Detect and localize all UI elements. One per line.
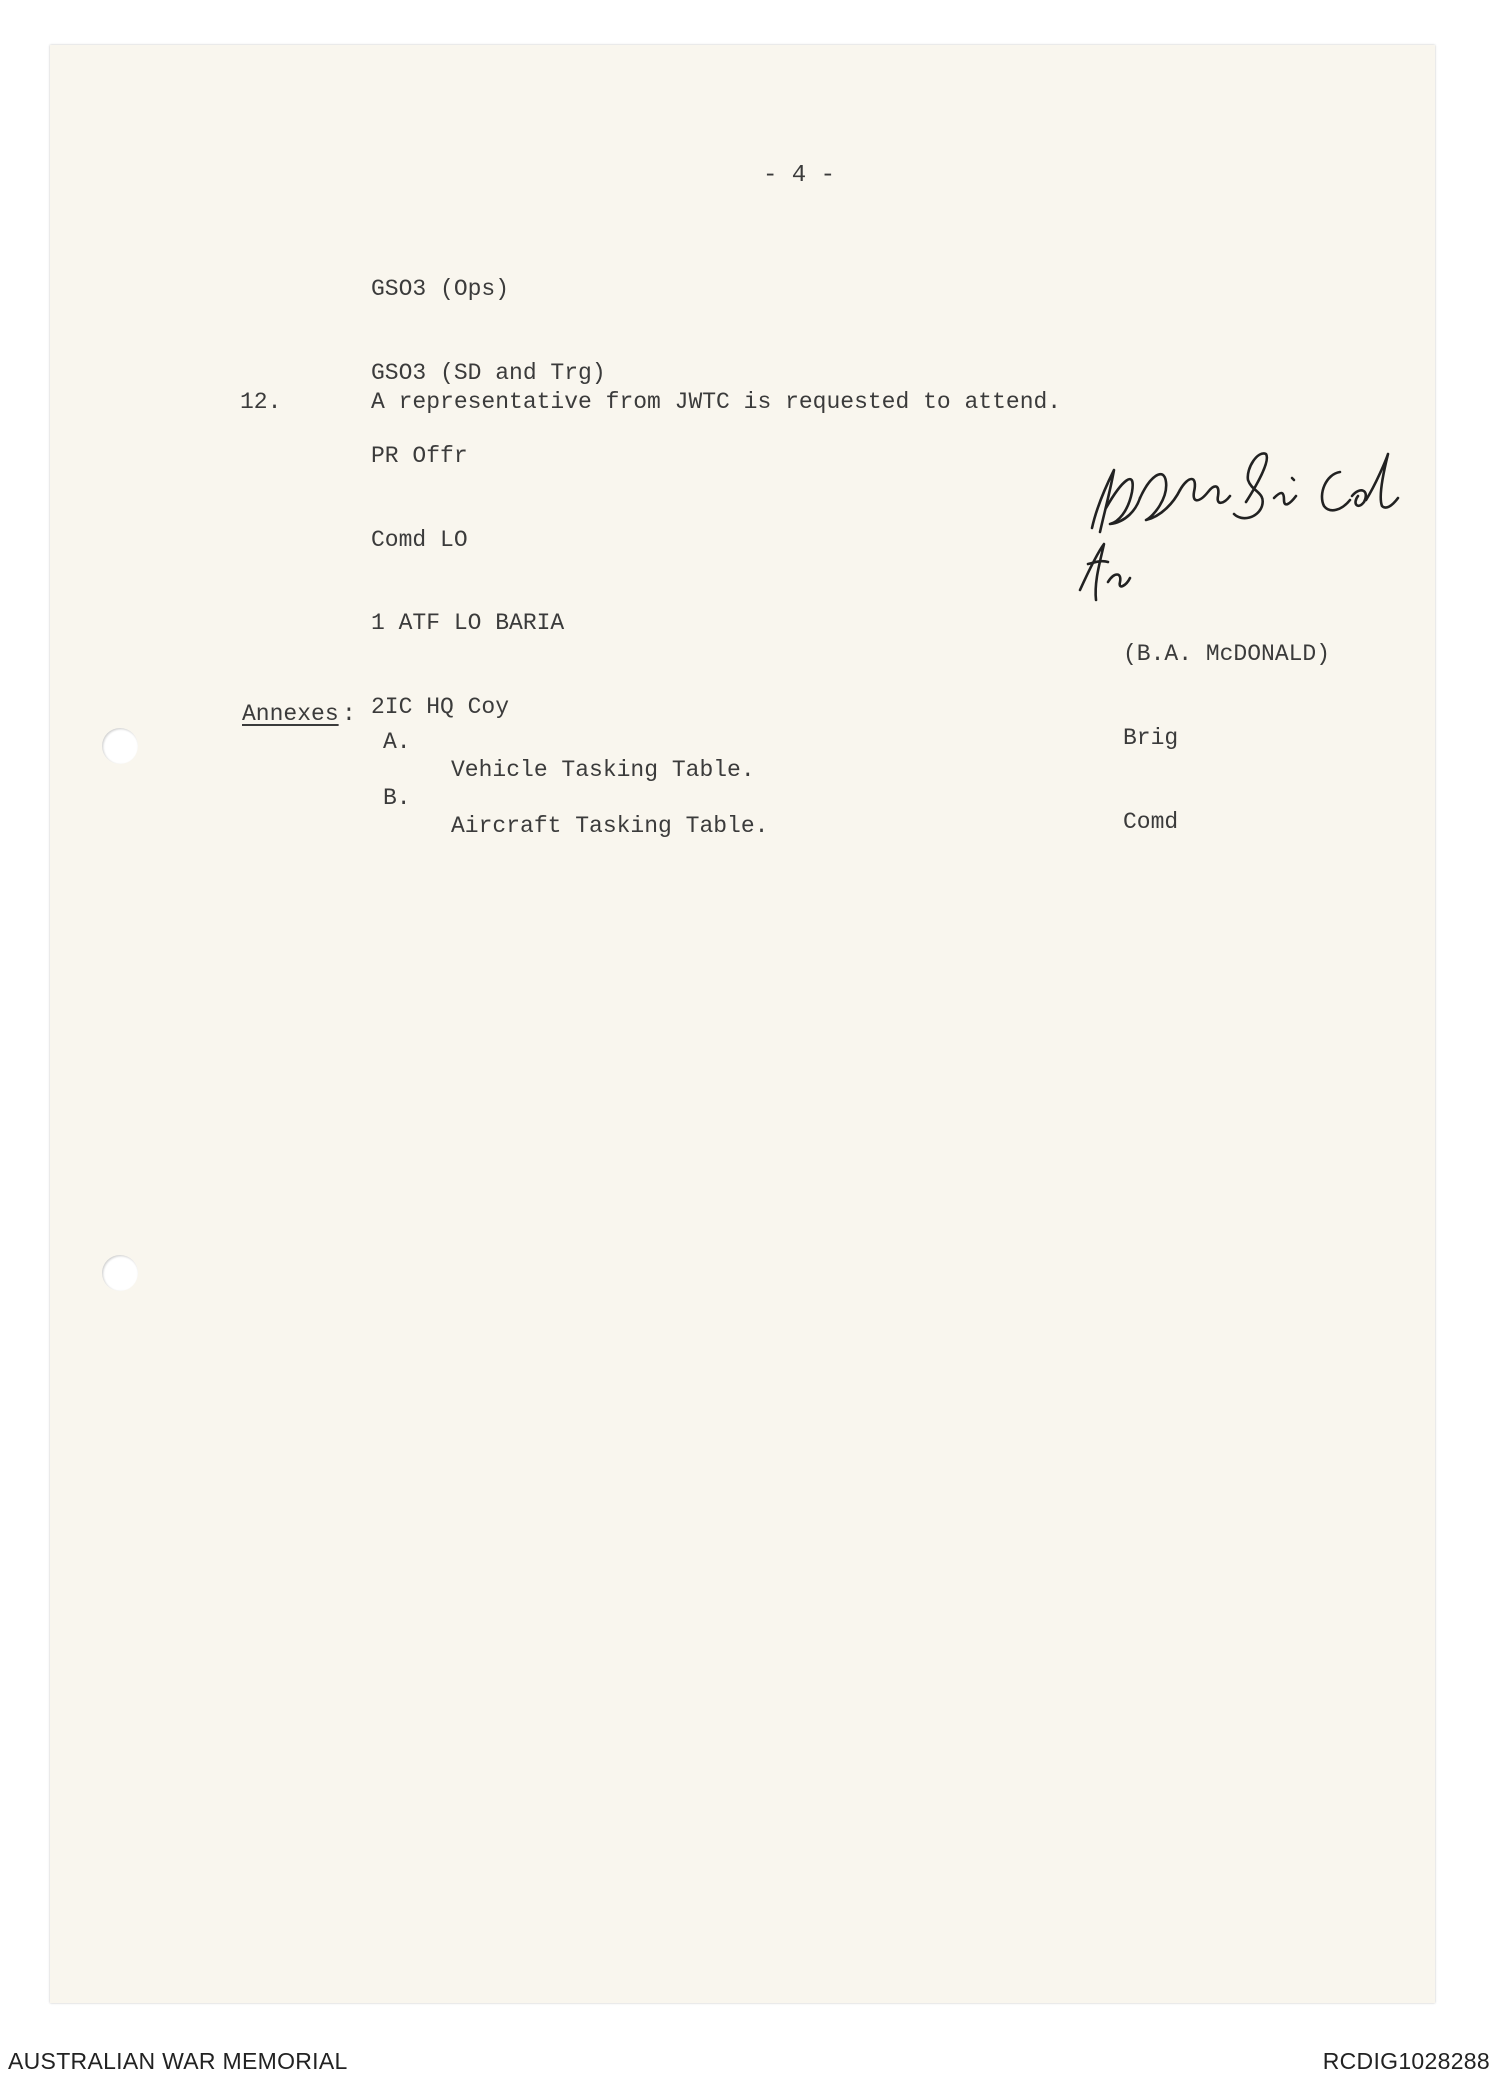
archive-reference: RCDIG1028288 xyxy=(1322,2048,1490,2074)
signatory-appointment: Comd xyxy=(1123,809,1179,835)
annex-letter: A. xyxy=(383,729,411,755)
distribution-item: 2IC HQ Coy xyxy=(371,693,510,720)
annex-title: Vehicle Tasking Table. xyxy=(451,757,755,783)
annex-title: Aircraft Tasking Table. xyxy=(451,813,769,839)
page-number: - 4 - xyxy=(763,162,836,189)
paragraph-number: 12. xyxy=(240,389,282,415)
document-page xyxy=(50,45,1435,2003)
annex-letter: B. xyxy=(383,785,411,811)
archive-credit: AUSTRALIAN WAR MEMORIAL xyxy=(8,2048,348,2074)
signature-block xyxy=(1123,584,1330,864)
signatory-rank: Brig xyxy=(1123,725,1179,751)
punch-hole xyxy=(102,728,138,764)
distribution-item: GSO3 (Ops) xyxy=(371,276,510,302)
punch-hole xyxy=(102,1255,138,1291)
annexes-heading: Annexes xyxy=(242,701,339,727)
distribution-list xyxy=(371,219,606,748)
paragraph-text: A representative from JWTC is requested to attend. xyxy=(371,389,1062,415)
distribution-item: Comd LO xyxy=(371,526,468,553)
annexes-colon: : xyxy=(342,701,356,727)
distribution-item: GSO3 (SD and Trg) xyxy=(371,359,606,386)
distribution-item: 1 ATF LO BARIA xyxy=(371,610,565,636)
distribution-item: PR Offr xyxy=(371,443,468,469)
signatory-name: (B.A. McDONALD) xyxy=(1123,641,1331,667)
